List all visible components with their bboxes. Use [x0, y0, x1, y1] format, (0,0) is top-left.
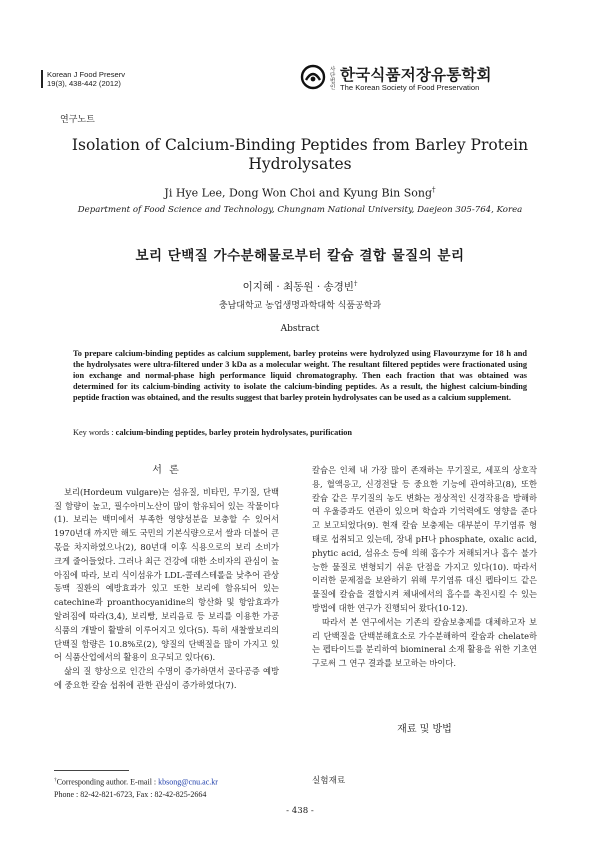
- footnote-divider: [54, 770, 129, 771]
- society-name-kr: 한국식품저장유통학회: [340, 66, 492, 84]
- right-column: [312, 464, 537, 671]
- journal-volume: 19(3), 438-442 (2012): [47, 79, 121, 88]
- email-link[interactable]: kbsong@cnu.ac.kr: [158, 777, 218, 787]
- authors-korean: [40, 279, 560, 294]
- footnote: [54, 774, 218, 801]
- title-english: Isolation of Calcium-Binding Peptides from Barley Protein Hydrolysates: [71, 136, 529, 173]
- keywords-label: Key words :: [73, 428, 114, 437]
- corresponding-mark-kr: †: [353, 279, 358, 288]
- footnote-line-1: [54, 774, 218, 789]
- materials-subheading: 실험재료: [312, 776, 346, 786]
- methods-heading: 재료 및 방법: [397, 724, 452, 735]
- footnote-line-2: Phone : 82-42-821-6723, Fax : 82-42-825-2664: [54, 789, 207, 799]
- intro-paragraph-2: 삶의 질 향상으로 인간의 수명이 증가하면서 골다공증 예방에 중요한 칼슘 섭취에 관한 관심이 증가하였다(7).: [54, 666, 279, 690]
- left-column: [54, 464, 279, 693]
- affiliation-english: Department of Food Science and Technology, Chungnam National University, Daejeon 305-764, Korea: [77, 205, 523, 215]
- corresponding-mark: †: [432, 185, 436, 194]
- society-legal-label: 사단법인: [330, 67, 336, 91]
- page-number: - 438 -: [286, 806, 314, 816]
- authors-english-names: Ji Hye Lee, Dong Won Choi and Kyung Bin Song: [164, 186, 433, 200]
- affiliation-korean: 충남대학교 농업생명과학대학 식품공학과: [218, 301, 382, 311]
- abstract-heading: Abstract: [280, 324, 320, 334]
- society-name-en: The Korean Society of Food Preservation: [340, 83, 480, 92]
- footnote-prefix: Corresponding author. E-mail :: [56, 777, 159, 787]
- society-logo-block: [300, 62, 560, 96]
- footnote-mark: †: [54, 777, 57, 783]
- journal-name: Korean J Food Preserv: [47, 70, 126, 79]
- intro-paragraph-1: 보리(Hordeum vulgare)는 섬유질, 비타민, 무기질, 단백질 함량이 높고, 필수아미노산이 많이 함유되어 있는 작물이다(1). 보리는 백미에서 부족한 영양성분을 보충할 수 있어서 1970년대 까지만 해도 국민의 기본식량으로서 쌀과 더불어 큰 몫을 차지하였으나(2), 80년대 이후 식용으로의 보리 소비가 크게 줄어들었다. 그러나 최근 건강에 대한 소비자의 관심이 높아짐에 따라, 보리 식이섬유가 LDL-콜레스테롤을 낮추어 관상동맥 질환의 예방효과가 있고 또한 보리에 함유되어 있는 catechine과 proanthocyanidine의 항산화 및 항암효과가 알려짐에 따라(3,4), 보리빵, 보리음료 등 보리를 이용한 가공식품의 개발이 활발히 이루어지고 있다(5). 특히 새찰쌀보리의 단백질 함량은 10.8%로(2), 양질의 단백질을 많이 가지고 있어 식품산업에서의 활용이 요구되고 있다(6).: [54, 486, 279, 663]
- title-korean: 보리 단백질 가수분해물로부터 칼슘 결합 물질의 분리: [135, 248, 465, 264]
- intro-paragraph-3: 칼슘은 인체 내 가장 많이 존재하는 무기질로, 세포의 상호작용, 혈액응고, 신경전달 등 중요한 기능에 관여하고(8), 또한 칼슘 같은 무기질의 농도 변화는 정상적인 신경작용을 방해하여 우울증과도 연관이 있으며 학습과 기억력에도 영향을 준다고 보고되었다(9). 현재 칼슘 보충제는 대부분이 무기염류 형태로 섭취되고 있는데, 장내 pH나 phosphate, oxalic acid, phytic acid, 섬유소 등에 의해 흡수가 저해되거나 흡수 불가능한 물질로 변형되기 쉬운 단점을 가지고 있다(10). 따라서 이러한 문제점을 보완하기 위해 무기염류 대신 펩타이드 같은 물질에 칼슘을 결합시켜 체내에서의 흡수를 촉진시킬 수 있는 방법에 대한 연구가 진행되어 왔다(10-12).: [312, 465, 537, 613]
- keywords-text: calcium-binding peptides, barley protein hydrolysates, purification: [115, 428, 353, 437]
- intro-paragraph-4: 따라서 본 연구에서는 기존의 칼슘보충제를 대체하고자 보리 단백질을 단백분해효소로 가수분해하여 칼슘과 chelate하는 펩타이드를 분리하여 biomineral 소재 활용을 위한 기초연구로써 그 연구 결과를 보고하는 바이다.: [312, 616, 537, 669]
- authors-korean-names: 이지혜 · 최동원 · 송경빈: [242, 281, 354, 293]
- introduction-heading: 서 론: [152, 465, 181, 476]
- society-emblem-icon: [300, 64, 326, 90]
- authors-english: [40, 185, 560, 200]
- article-category: 연구노트: [60, 115, 95, 125]
- abstract-body: To prepare calcium-binding peptides as calcium supplement, barley proteins were hydrolyzed using Flavourzyme for 18 h and the hydrolysates were ultra-filtered under 3 kDa as a molecular weight. The resultant filtered peptides were fractionated using ion exchange and normal-phase high performance liquid chromatography. Then each fraction that was obtained was determined for its calcium-binding activity to isolate the calcium-binding peptides. As a result, the highest calcium-binding peptide fraction was obtained, and the results suggest that barley protein hydrolysates can be used as a calcium supplement.: [73, 349, 527, 402]
- journal-citation: [41, 70, 125, 88]
- keywords: [73, 428, 527, 437]
